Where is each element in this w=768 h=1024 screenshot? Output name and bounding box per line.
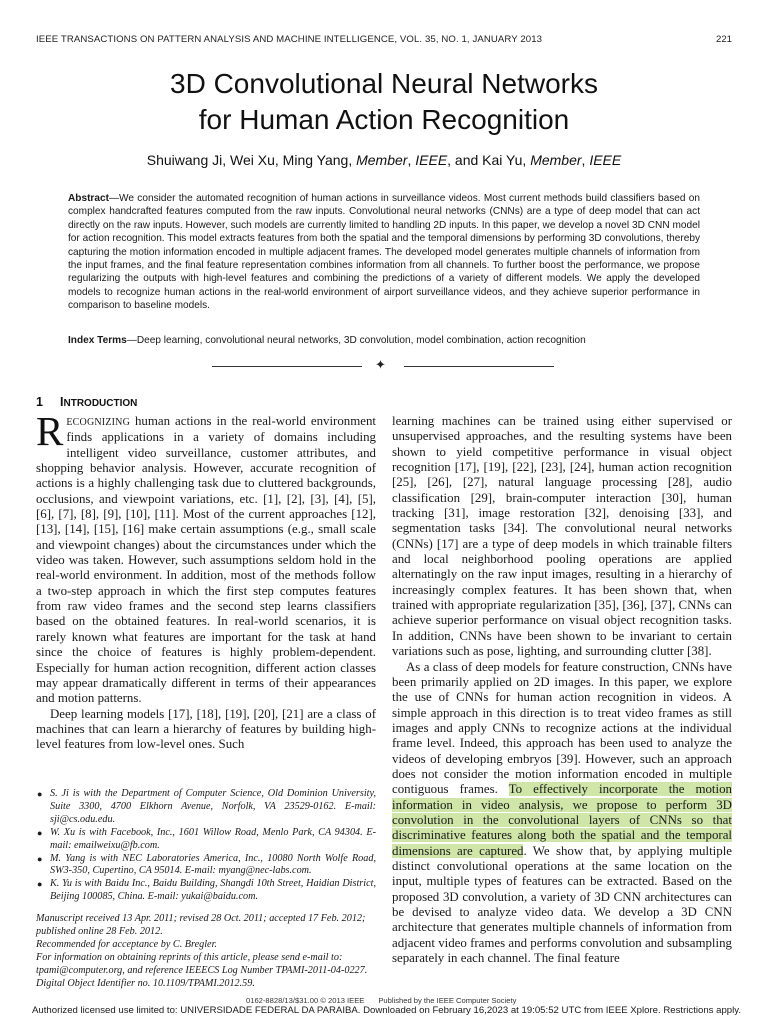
list-item <box>36 827 376 853</box>
member-label: Member <box>530 152 582 168</box>
abstract-text: —We consider the automated recognition of human actions in surveillance videos. Most current methods build classifiers based on complex handcrafted features computed from the raw inputs. Convolutional neural networks (CNNs) are a type of deep model that can act directly on the raw inputs. However, such models are currently limited to handling 2D inputs. In this paper, we develop a novel 3D CNN model for action recognition. This model extracts features from both the spatial and the temporal dimensions by performing 3D convolutions, thereby capturing the motion information encoded in multiple adjacent frames. The developed model generates multiple channels of information from the input frames, and the final feature representation combines information from all channels. To further boost the performance, we propose regularizing the outputs with high-level features and combining the predictions of a variety of different models. We apply the developed models to recognize human actions in the real-world environment of airport surveillance videos, and they achieve superior performance in comparison to baseline models. <box>68 193 700 312</box>
doi-note: Digital Object Identifier no. 10.1109/TPAMI.2012.59. <box>36 977 255 989</box>
section-title-rest: NTRODUCTION <box>63 398 138 409</box>
member-label: Member <box>356 152 408 168</box>
drop-cap: R <box>36 408 64 454</box>
paragraph <box>392 660 732 967</box>
journal-info: IEEE TRANSACTIONS ON PATTERN ANALYSIS AND MACHINE INTELLIGENCE, VOL. 35, NO. 1, JANUARY 2013 <box>36 34 543 45</box>
license-notice: Authorized licensed use limited to: UNIVERSIDADE FEDERAL DA PARAIBA. Downloaded on February 16,2023 at 19:05:52 UTC from IEEE Xplore. Restrictions apply. <box>32 1005 742 1016</box>
author-last: , and Kai Yu, <box>447 152 531 168</box>
copyright-line <box>246 996 530 1005</box>
right-column <box>392 414 732 966</box>
title-line-2: for Human Action Recognition <box>198 104 570 135</box>
paragraph: Deep learning models [17], [18], [19], [20], [21] are a class of machines that can learn a hierarchy of features by building high-level features from low-level ones. Such <box>36 706 376 752</box>
paragraph-text: human actions in the real-world environment finds applications in a variety of domains including intelligent video surveillance, customer attributes, and shopping behavior analysis. However, accurate recognition of actions is a highly challenging task due to cluttered backgrounds, occlusions, and viewpoint variations, etc. [1], [2], [3], [4], [5], [6], [7], [8], [9], [10], [11]. Most of the current approaches [12], [13], [14], [15], [16] make certain assumptions (e.g., small scale and viewpoint changes) about the circumstances under which the video was taken. However, such assumptions seldom hold in the real-world environment. In addition, most of the methods follow a two-step approach in which the first step computes features from raw video frames and the second step learns classifiers based on the obtained features. In real-world scenarios, it is rarely known what features are important for the task at hand since the choice of features is highly problem-dependent. Especially for human action recognition, different action classes may appear dramatically different in terms of their appearances and motion patterns. <box>36 414 376 706</box>
paragraph: learning machines can be trained using either supervised or unsupervised approaches, and the resulting systems have been shown to yield competitive performance in visual object recognition [17], [19], [22], [23], [24], human action recognition [25], [26], [27], natural language processing [28], audio classification [29], brain-computer interaction [30], human tracking [31], image restoration [32], denoising [33], and segmentation tasks [34]. The convolutional neural networks (CNNs) [17] are a type of deep models in which trainable filters and local neighborhood pooling operations are applied alternatingly on the raw input images, resulting in a hierarchy of increasingly complex features. It has been shown that, when trained with appropriate regularization [35], [36], [37], CNNs can achieve superior performance on visual object recognition tasks. In addition, CNNs have been shown to be invariant to certain variations such as pose, lighting, and surrounding clutter [38]. <box>392 414 732 659</box>
reprints-note: For information on obtaining reprints of this article, please send e-mail to: tpami@computer.org, and reference IEEECS Log Number TPAMI-2011-04-0227. <box>36 951 368 976</box>
author-names: Shuiwang Ji, Wei Xu, Ming Yang, <box>146 152 357 168</box>
issn-text: 0162-8828/13/$31.00 © 2013 IEEE <box>246 996 365 1005</box>
abstract-label: Abstract <box>68 193 109 204</box>
divider-line-right <box>404 366 554 367</box>
paragraph-text: . We show that, by applying multiple distinct convolutional operations at the same location on the input, multiple types of features can be extracted. Based on the proposed 3D convolution, a variety of 3D CNN architectures can be devised to analyze video data. We develop a 3D CNN architecture that generates multiple channels of information from adjacent video frames and performs convolution and subsampling separately in each channel. The final feature <box>392 843 732 966</box>
list-item <box>36 878 376 904</box>
index-terms-text: —Deep learning, convolutional neural networks, 3D convolution, model combination, action recognition <box>126 335 586 346</box>
bullet-icon: ● <box>37 853 43 864</box>
recommended-note: Recommended for acceptance by C. Bregler. <box>36 938 217 950</box>
footnotes <box>36 788 376 991</box>
bullet-icon: ● <box>37 827 43 838</box>
author-list: Shuiwang Ji, Wei Xu, Ming Yang, Member, IEEE, and Kai Yu, Member, IEEE <box>146 152 622 168</box>
section-heading <box>36 395 137 409</box>
manuscript-note: Manuscript received 13 Apr. 2011; revised 28 Oct. 2011; accepted 17 Feb. 2012; published online 28 Feb. 2012. <box>36 913 366 938</box>
publication-notes <box>36 913 376 990</box>
highlighted-text[interactable]: To effectively incorporate the motion information in video analysis, we propose to perform 3D convolution in the convolutional layers of CNNs so that discriminative features along both the spatial and the temporal dimensions are captured <box>392 782 732 858</box>
section-divider <box>212 358 554 373</box>
title-line-1: 3D Convolutional Neural Networks <box>170 68 598 99</box>
affiliation-text: W. Xu is with Facebook, Inc., 1601 Willow Road, Menlo Park, CA 94304. E-mail: emailweixu@fb.com. <box>50 826 376 851</box>
divider-star-icon: ✦ <box>375 358 386 373</box>
paragraph <box>36 408 376 707</box>
running-header <box>36 34 732 48</box>
page-number: 221 <box>715 34 732 45</box>
abstract <box>68 192 700 313</box>
index-terms-label: Index Terms <box>68 335 127 346</box>
affiliation-list <box>36 788 376 904</box>
bullet-icon: ● <box>37 789 43 799</box>
ieee-label: IEEE <box>589 152 622 168</box>
section-title-initial: I <box>60 395 64 409</box>
left-column <box>36 408 376 753</box>
index-terms <box>68 334 700 347</box>
paragraph-text: As a class of deep models for feature construction, CNNs have been primarily applied on 2D images. In this paper, we explore the use of CNNs for human action recognition in videos. A simple approach in this direction is to treat video frames as still images and apply CNNs to recognize actions at the individual frame level. Indeed, this approach has been used to analyze the videos of developing embryos [39]. However, such an approach does not consider the motion information encoded in multiple contiguous frames. <box>392 659 732 797</box>
smallcaps-word: ECOGNIZING <box>66 417 131 428</box>
ieee-label: IEEE <box>415 152 448 168</box>
affiliation-text: K. Yu is with Baidu Inc., Baidu Building, Shangdi 10th Street, Haidian District, Beijing 100085, China. E-mail: yukai@baidu.com. <box>50 878 376 903</box>
list-item <box>36 788 376 827</box>
affiliation-text: M. Yang is with NEC Laboratories America, Inc., 10080 North Wolfe Road, SW3-350, Cupertino, CA 95014. E-mail: myang@nec-labs.com. <box>50 852 376 877</box>
bullet-icon: ● <box>37 879 43 890</box>
publisher-text: Published by the IEEE Computer Society <box>378 996 517 1005</box>
affiliation-text: S. Ji is with the Department of Computer Science, Old Dominion University, Suite 3300, 4700 Elkhorn Avenue, Norfolk, VA 23529-0162. E-mail: sji@cs.odu.edu. <box>50 788 376 825</box>
divider-line-left <box>212 366 362 367</box>
list-item <box>36 853 376 879</box>
paper-title <box>36 66 732 138</box>
section-number: 1 <box>36 395 43 409</box>
